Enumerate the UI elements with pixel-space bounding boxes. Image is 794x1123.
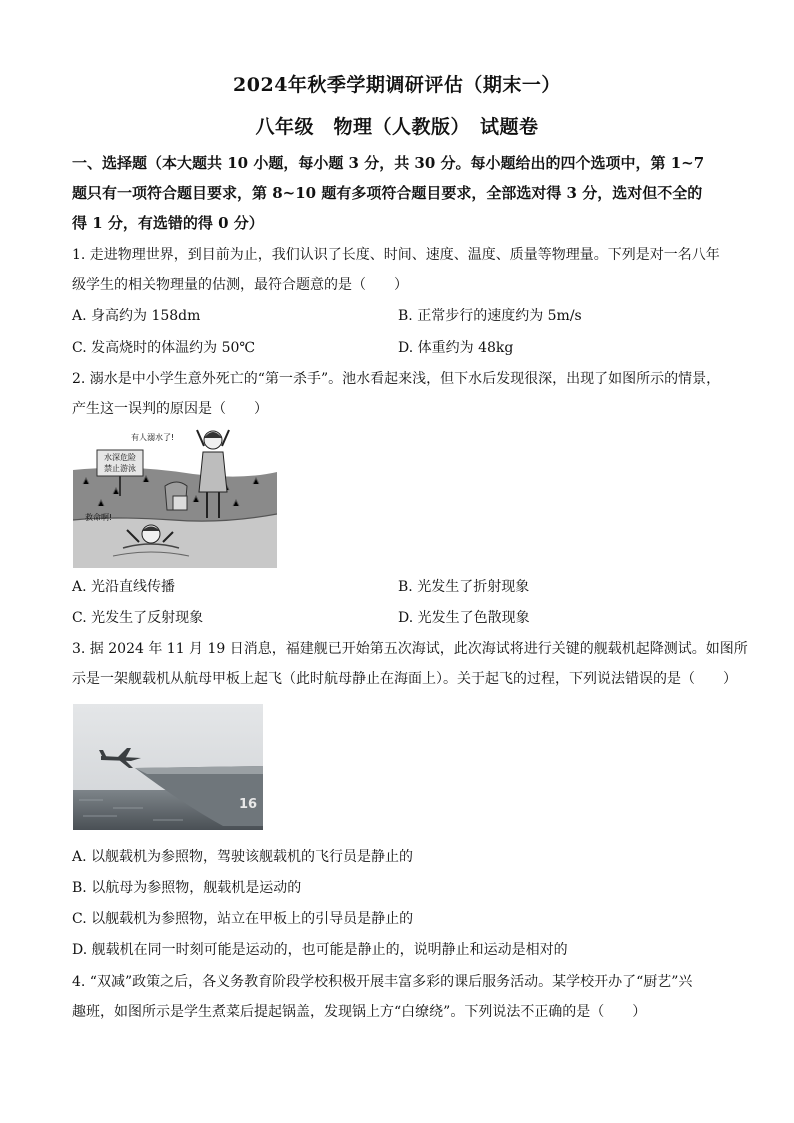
drowning-illustration-svg	[73, 424, 277, 568]
question-2-text: 2. 溺水是中小学生意外死亡的“第一杀手”。池水看起来浅，但下水后发现很深，出现了如图所示的情景，	[72, 371, 721, 387]
question-4-text: 趣班，如图所示是学生煮菜后提起锅盖，发现锅上方“白缭绕”。下列说法不正确的是（ ）	[72, 1004, 647, 1020]
figure-caption-top: 有人溺水了!	[131, 433, 175, 442]
question-2-option-c: C. 光发生了反射现象	[72, 610, 204, 626]
question-2-text: 产生这一误判的原因是（ ）	[72, 401, 268, 417]
section-instruction-line: 题只有一项符合题目要求，第 8~10 题有多项符合题目要求，全部选对得 3 分，选对但不全的	[72, 184, 703, 202]
question-3-option-d: D. 舰载机在同一时刻可能是运动的，也可能是静止的，说明静止和运动是相对的	[72, 942, 568, 958]
hull-number: 16	[239, 797, 258, 812]
section-instruction-line: 一、选择题（本大题共 10 小题，每小题 3 分，共 30 分。每小题给出的四个选项中，第 1~7	[72, 154, 705, 172]
question-4-text: 4. “双减”政策之后，各义务教育阶段学校积极开展丰富多彩的课后服务活动。某学校开办了“厨艺”兴	[72, 974, 693, 990]
question-1-option-b: B. 正常步行的速度约为 5m/s	[398, 308, 582, 324]
sign-text-2: 禁止游泳	[104, 464, 136, 473]
section-instruction-line: 得 1 分，有选错的得 0 分）	[72, 214, 264, 232]
question-2-option-b: B. 光发生了折射现象	[398, 579, 530, 595]
question-1-option-c: C. 发高烧时的体温约为 50℃	[72, 340, 256, 356]
figure-caption-help: 救命啊!	[85, 513, 113, 522]
carrier-photo	[73, 704, 263, 830]
drowning-illustration	[73, 424, 277, 568]
question-1-text: 1. 走进物理世界，到目前为止，我们认识了长度、时间、速度、温度、质量等物理量。下列是对一名八年	[72, 247, 720, 263]
question-1-text: 级学生的相关物理量的估测，最符合题意的是（ ）	[72, 277, 408, 293]
carrier-photo-svg	[73, 704, 263, 830]
question-2-option-a: A. 光沿直线传播	[72, 579, 176, 595]
question-1-option-d: D. 体重约为 48kg	[398, 340, 514, 356]
exam-subtitle: 八年级 物理（人教版） 试题卷	[255, 116, 539, 138]
question-3-option-a: A. 以舰载机为参照物，驾驶该舰载机的飞行员是静止的	[72, 849, 414, 865]
question-2-option-d: D. 光发生了色散现象	[398, 610, 530, 626]
question-1-option-a: A. 身高约为 158dm	[72, 308, 201, 324]
question-3-text: 示是一架舰载机从航母甲板上起飞（此时航母静止在海面上）。关于起飞的过程，下列说法错误的是（ ）	[72, 671, 737, 687]
question-3-option-c: C. 以舰载机为参照物，站立在甲板上的引导员是静止的	[72, 911, 414, 927]
exam-title: 2024年秋季学期调研评估（期末一）	[233, 74, 561, 96]
question-3-text: 3. 据 2024 年 11 月 19 日消息，福建舰已开始第五次海试，此次海试将进行关键的舰载机起降测试。如图所	[72, 641, 748, 657]
question-3-option-b: B. 以航母为参照物，舰载机是运动的	[72, 880, 302, 896]
sign-text-1: 水深危险	[104, 453, 136, 462]
